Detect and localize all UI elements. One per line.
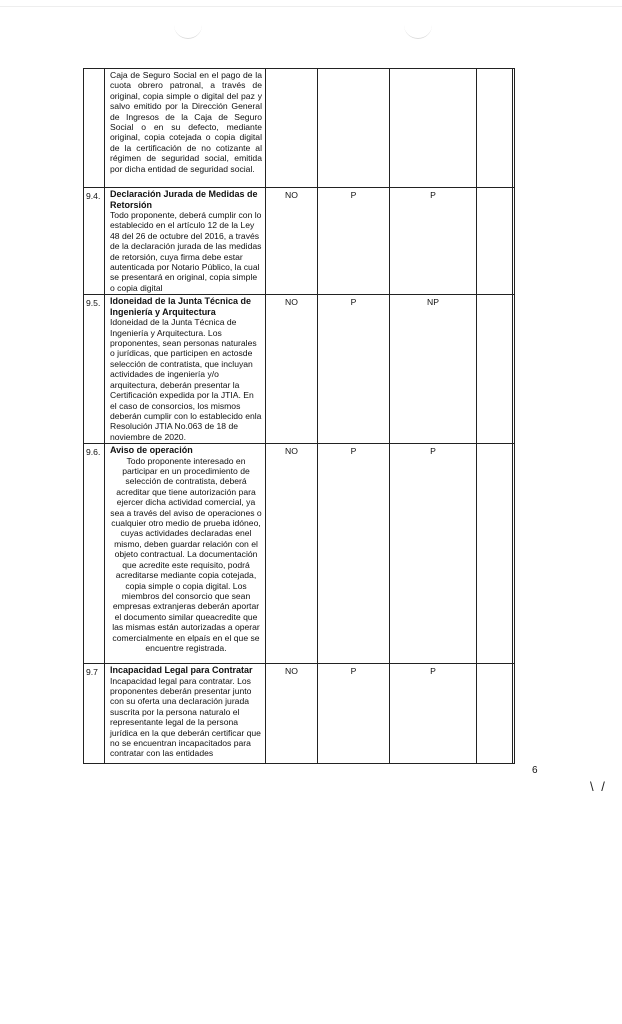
scan-edge-line — [0, 6, 622, 7]
requirement-heading: Declaración Jurada de Medidas de Retorsión — [110, 189, 258, 210]
evaluation-cell: P — [390, 188, 477, 295]
requirement-cell — [105, 188, 266, 295]
requirement-text: Todo proponente, deberá cumplir con lo establecido en el artículo 12 de la Ley 48 del 26 de octubre del 2016, a través de la declaración jurada de las medidas de retorsión, cuya firma debe estar autenticada por Notario Público, la cual se presentará en original, copia simple o copia digital — [110, 210, 262, 293]
empty-cell — [477, 69, 513, 188]
evaluation-cell: NO — [266, 664, 318, 764]
requirement-text: Todo proponente interesado en participar en un procedimiento de selección de contratista, deberá acreditar que tiene autorización para ejercer dicha actividad comercial, ya sea a través del aviso de operaciones o cualquier otro medio de prueba idóneo, cuyas actividades declaradas enel mismo, deben guardar relación con el objeto contractual. La documentación que acredite este requisito, podrá acreditarse mediante copia cotejada, copia simple o copia digital. Los miembros del consorcio que sean empresas extranjeras deberán aportar el documento similar queacredite que las mismas están autorizadas a operar comercialmente en elpaís en el que se encuentre registrada. — [110, 455, 262, 653]
evaluation-cell: P — [318, 444, 390, 664]
evaluation-cell: NO — [266, 188, 318, 295]
table-row — [84, 188, 515, 295]
punch-hole-mark — [404, 24, 432, 39]
requirement-text: Incapacidad legal para contratar. Los proponentes deberán presentar junto con su oferta una declaración jurada suscrita por la persona naturalo el representante legal de la persona jurídica en la que deberán certificar que no se encuentran incapacitados para contratar con las entidades — [110, 675, 261, 759]
evaluation-cell: P — [318, 188, 390, 295]
evaluation-cell: P — [390, 664, 477, 764]
page-number: 6 — [532, 765, 538, 776]
table-row — [84, 295, 515, 444]
requirements-table — [83, 68, 515, 764]
empty-cell — [477, 295, 513, 444]
requirement-text: Caja de Seguro Social en el pago de la cuota obrero patronal, a través de original, copia simple o digital del paz y salvo emitido por la Dirección General de Ingresos de la Caja de Seguro Social o en su defecto, mediante original, copia cotejada o copia digital de la certificación de no cotizante al régimen de seguridad social, emitida por dicha entidad de seguridad social. — [110, 70, 262, 174]
requirement-heading: Incapacidad Legal para Contratar — [110, 665, 253, 676]
row-number: 9.6. — [84, 444, 105, 664]
requirement-cell — [105, 295, 266, 444]
evaluation-cell: NP — [390, 295, 477, 444]
row-number — [84, 69, 105, 188]
punch-hole-mark — [174, 24, 202, 39]
empty-cell — [477, 188, 513, 295]
evaluation-cell: P — [318, 664, 390, 764]
empty-cell — [513, 295, 515, 444]
empty-cell — [477, 444, 513, 664]
row-number: 9.4. — [84, 188, 105, 295]
row-number: 9.5. — [84, 295, 105, 444]
table-row — [84, 69, 515, 188]
evaluation-cell — [390, 69, 477, 188]
evaluation-cell: P — [318, 295, 390, 444]
empty-cell — [513, 188, 515, 295]
evaluation-cell: NO — [266, 444, 318, 664]
requirement-cell — [105, 664, 266, 764]
requirement-heading: Aviso de operación — [110, 445, 193, 456]
row-number: 9.7 — [84, 664, 105, 764]
requirement-cell — [105, 444, 266, 664]
handwritten-mark: \ / — [590, 779, 607, 794]
requirement-heading: Idoneidad de la Junta Técnica de Ingeniería y Arquitectura — [110, 296, 252, 317]
evaluation-cell: P — [390, 444, 477, 664]
evaluation-cell: NO — [266, 295, 318, 444]
requirement-cell — [105, 69, 266, 188]
empty-cell — [513, 444, 515, 664]
requirement-text: Idoneidad de la Junta Técnica de Ingeniería y Arquitectura. Los proponentes, sean personas naturales o jurídicas, que participen en actosde selección de contratista, que incluyan actividades de ingeniería y/o arquitectura, deberán presentar la Certificación expedida por la JTIA. En el caso de consorcios, los mismos deberán cumplir con lo establecido enla Resolución JTIA No.063 de 18 de noviembre de 2020. — [110, 317, 262, 442]
evaluation-cell — [318, 69, 390, 188]
table-row — [84, 664, 515, 764]
empty-cell — [513, 664, 515, 764]
table-row — [84, 444, 515, 664]
evaluation-cell — [266, 69, 318, 188]
empty-cell — [513, 69, 515, 188]
empty-cell — [477, 664, 513, 764]
